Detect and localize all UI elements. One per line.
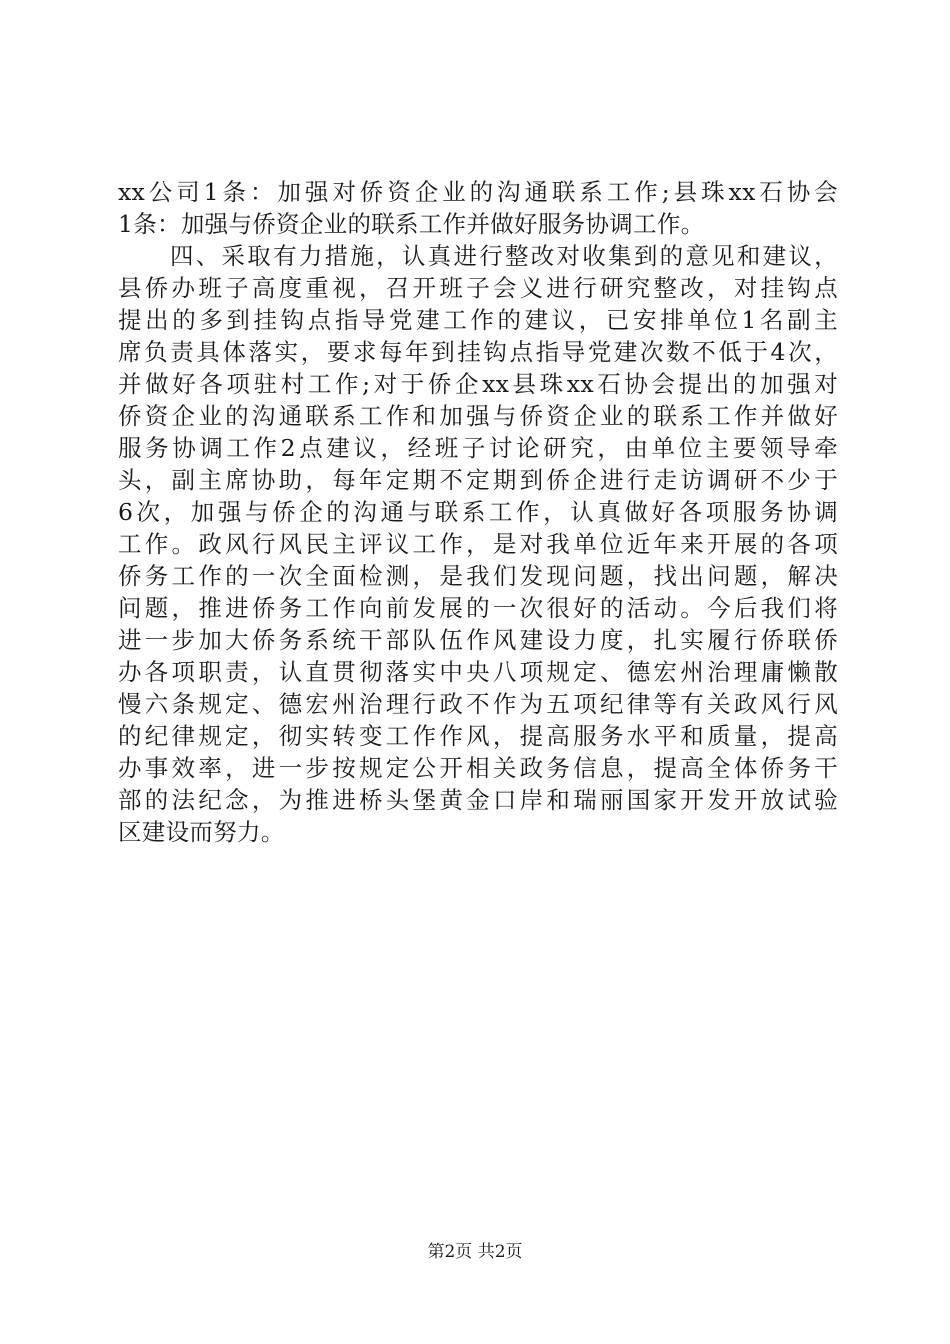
text-line: 席负责具体落实，要求每年到挂钩点指导党建次数不低于4次， (118, 338, 838, 366)
paragraph-start-line: 四、采取有力措施，认真进行整改对收集到的意见和建议， (170, 242, 838, 270)
text-line: 工作。政风行风民主评议工作，是对我单位近年来开展的各项 (118, 530, 838, 558)
text-line: 侨资企业的沟通联系工作和加强与侨资企业的联系工作并做好 (118, 402, 838, 430)
text-line: 服务协调工作2点建议，经班子讨论研究，由单位主要领导牵 (118, 434, 838, 462)
text-line: 1条：加强与侨资企业的联系工作并做好服务协调工作。 (118, 210, 705, 238)
text-line: 提出的多到挂钩点指导党建工作的建议，已安排单位1名副主 (118, 306, 838, 334)
text-line: 进一步加大侨务系统干部队伍作风建设力度，扎实履行侨联侨 (118, 626, 838, 654)
body-text (118, 176, 838, 848)
text-line: 县侨办班子高度重视，召开班子会义进行研究整改，对挂钩点 (118, 274, 838, 302)
text-line: 问题，推进侨务工作向前发展的一次很好的活动。今后我们将 (118, 594, 838, 622)
text-line: 部的法纪念，为推进桥头堡黄金口岸和瑞丽国家开发开放试验 (118, 786, 838, 814)
text-line: 区建设而努力。 (118, 818, 285, 846)
text-line: 6次，加强与侨企的沟通与联系工作，认真做好各项服务协调 (118, 498, 838, 526)
text-line: 的纪律规定，彻实转变工作作风，提高服务水平和质量，提高 (118, 722, 838, 750)
text-line: 头，副主席协助，每年定期不定期到侨企进行走访调研不少于 (118, 466, 838, 494)
text-line: xx公司1条：加强对侨资企业的沟通联系工作;县珠xx石协会 (118, 178, 838, 206)
text-line: 并做好各项驻村工作;对于侨企xx县珠xx石协会提出的加强对 (118, 370, 838, 398)
text-line: 侨务工作的一次全面检测，是我们发现问题，找出问题，解决 (118, 562, 838, 590)
text-line: 慢六条规定、德宏州治理行政不作为五项纪律等有关政风行风 (118, 690, 838, 718)
page-number-footer: 第2页 共2页 (427, 1242, 523, 1262)
text-line: 办事效率，进一步按规定公开相关政务信息，提高全体侨务干 (118, 754, 838, 782)
text-line: 办各项职责，认直贯彻落实中央八项规定、德宏州治理庸懒散 (118, 658, 838, 686)
